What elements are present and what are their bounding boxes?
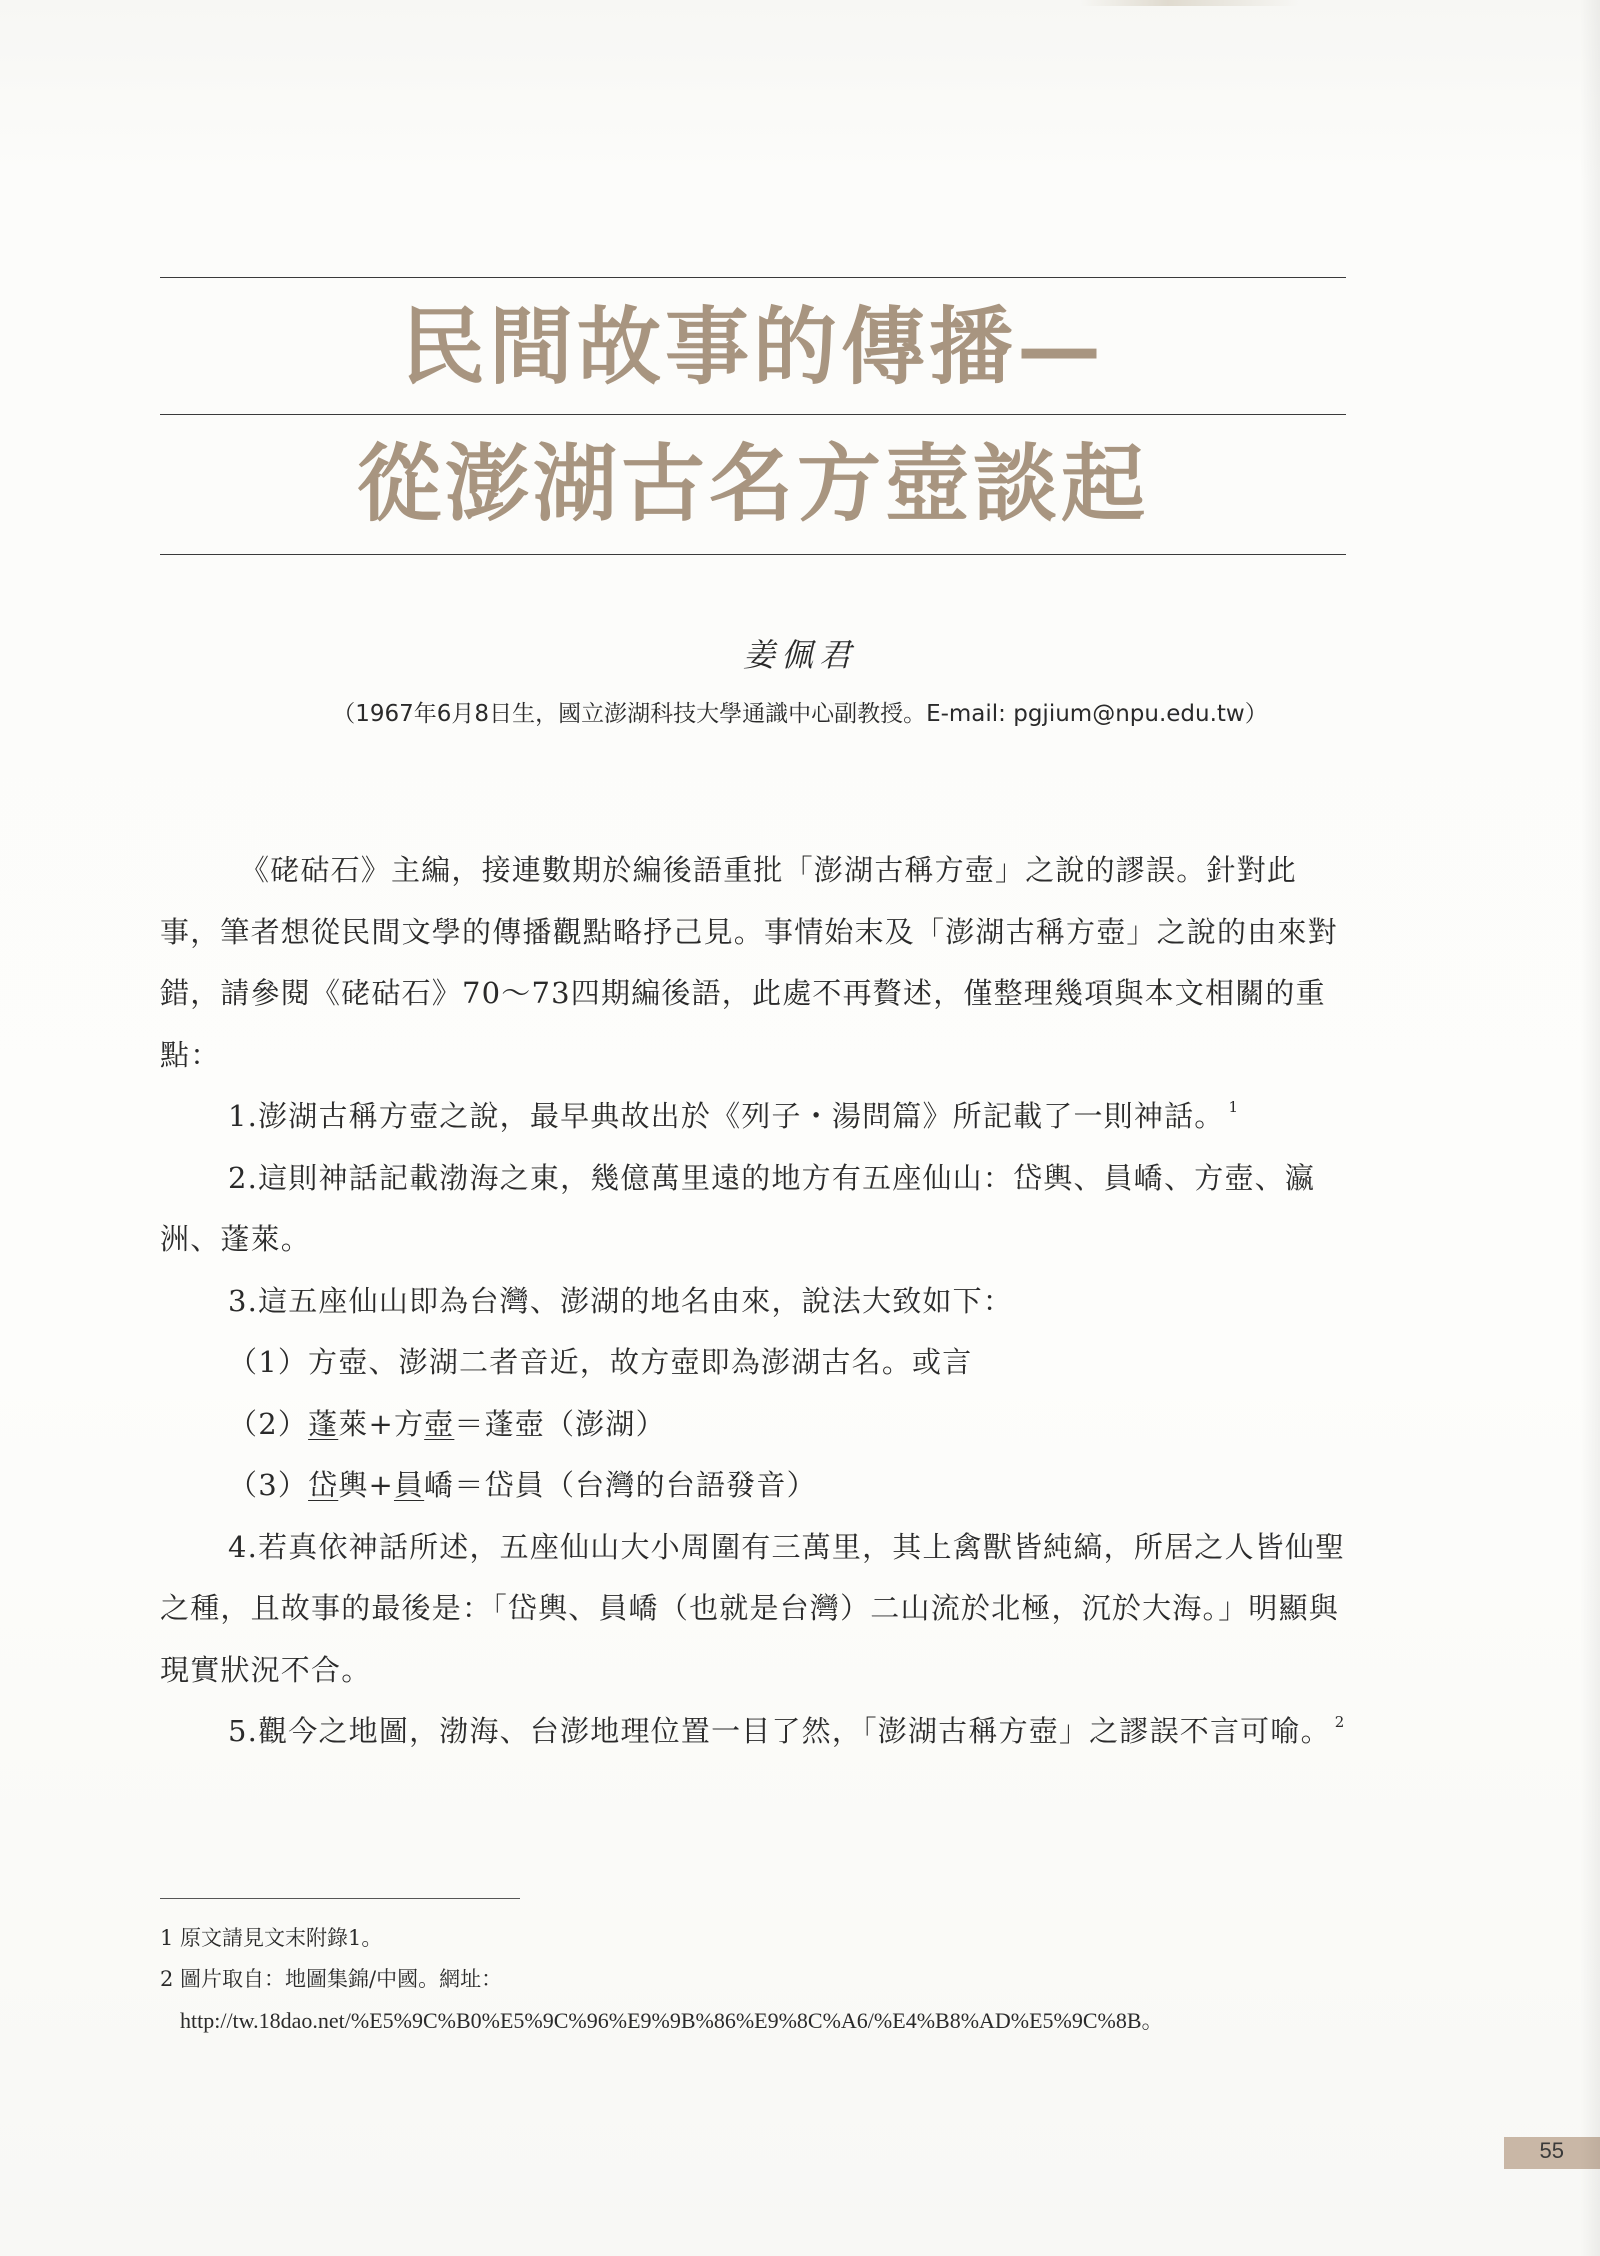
sub-point-3-underline-1: 岱 xyxy=(308,1468,339,1502)
title-rule-middle xyxy=(160,414,1346,415)
sub-point-2 xyxy=(160,1394,1346,1456)
sub-point-3-text-a: 輿+ xyxy=(338,1468,394,1502)
page-number: 55 xyxy=(1539,2138,1564,2163)
point-1 xyxy=(160,1086,1346,1148)
author-name: 姜佩君 xyxy=(742,636,857,674)
title-line-2: 從澎湖古名方壺談起 xyxy=(356,434,1149,533)
footnote-2-url[interactable]: http://tw.18dao.net/%E5%9C%B0%E5%9C%96%E9%9B%86%E9%8C%A6/%E4%B8%AD%E5%9C%8B。 xyxy=(180,2008,1164,2033)
point-5 xyxy=(160,1701,1346,1763)
sub-point-3-text-b: 嶠＝岱員（台灣的台語發音） xyxy=(424,1468,817,1502)
sub-point-2-text-b: ＝蓬壺（澎湖） xyxy=(454,1406,666,1441)
footnote-2: 2 圖片取自：地圖集錦/中國。網址： xyxy=(160,1967,503,1991)
footnote-1: 1 原文請見文末附錄1。 xyxy=(160,1926,383,1950)
point-5-text: 5.觀今之地圖，渤海、台澎地理位置一目了然，「澎湖古稱方壺」之謬誤不言可喻。 xyxy=(228,1714,1331,1748)
title-rule-top xyxy=(160,277,1346,278)
author-info: （1967年6月8日生，國立澎湖科技大學通識中心副教授。E-mail: pgjium@npu.edu.tw） xyxy=(332,701,1268,727)
sub-point-3-underline-2: 員 xyxy=(393,1468,425,1502)
sub-point-2-label: （2） xyxy=(228,1406,309,1441)
edge-shadow xyxy=(1580,0,1600,2256)
sub-point-2-underline-2: 壺 xyxy=(424,1406,455,1441)
footnote-ref-2: 2 xyxy=(1334,1713,1346,1731)
title-rule-bottom xyxy=(160,554,1346,555)
footnotes xyxy=(160,1918,1346,2041)
title-line-1: 民間故事的傳播— xyxy=(400,297,1105,396)
sub-point-2-underline-1: 蓬 xyxy=(308,1406,339,1441)
intro-paragraph: 《硓𥑮石》主編，接連數期於編後語重批「澎湖古稱方壺」之說的謬誤。針對此事，筆者想從民間文學的傳播觀點略抒己見。事情始末及「澎湖古稱方壺」之說的由來對錯，請參閱《硓𥑮石》70～73四期編後語，此處不再贅述，僅整理幾項與本文相關的重點： xyxy=(160,853,1338,1072)
sub-point-3 xyxy=(160,1455,1346,1517)
scan-artifact xyxy=(1080,0,1300,6)
point-4: 4.若真依神話所述，五座仙山大小周圍有三萬里，其上禽獸皆純縞，所居之人皆仙聖之種，且故事的最後是：「岱輿、員嶠（也就是台灣）二山流於北極，沉於大海。」明顯與現實狀況不合。 xyxy=(160,1529,1346,1687)
point-1-text: 1.澎湖古稱方壺之說，最早典故出於《列子・湯問篇》所記載了一則神話。 xyxy=(228,1099,1225,1133)
article-body xyxy=(160,840,1346,1763)
sub-point-3-label: （3） xyxy=(228,1468,309,1502)
footnote-divider xyxy=(160,1898,520,1899)
point-3: 3.這五座仙山即為台灣、澎湖的地名由來，說法大致如下： xyxy=(228,1283,1014,1318)
footnote-ref-1: 1 xyxy=(1228,1098,1240,1116)
sub-point-1: （1）方壺、澎湖二者音近，故方壺即為澎湖古名。或言 xyxy=(228,1345,973,1379)
point-2: 2.這則神話記載渤海之東，幾億萬里遠的地方有五座仙山：岱輿、員嶠、方壺、瀛洲、蓬萊。 xyxy=(160,1160,1316,1256)
sub-point-2-text-a: 萊+方 xyxy=(338,1406,425,1441)
